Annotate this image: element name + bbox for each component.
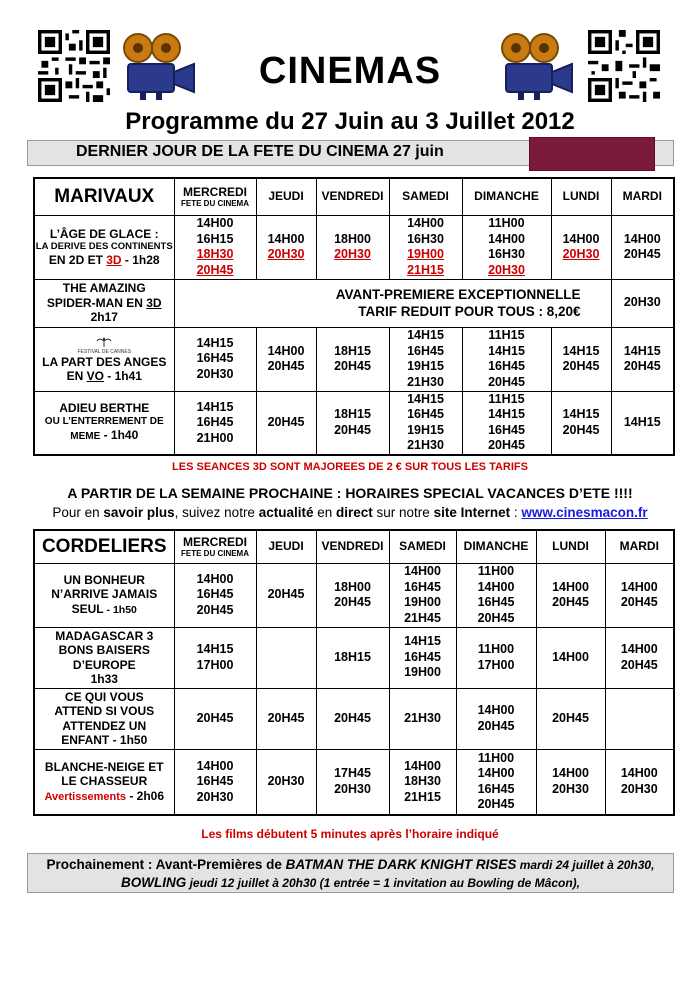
showtimes-cell: 11H15 14H15 16H45 20H45 (462, 391, 551, 455)
film-blanche-neige: BLANCHE-NEIGE ET LE CHASSEUR Avertissements - 2h06 (34, 749, 174, 815)
palm-icon (96, 337, 112, 347)
showtimes-cell: 20H30 (611, 279, 674, 327)
film-ce-qui-vous-attend: CE QUI VOUS ATTEND SI VOUS ATTENDEZ UN ENFANT - 1h50 (34, 688, 174, 749)
film-un-bonheur: UN BONHEUR N’ARRIVE JAMAIS SEUL - 1h50 (34, 563, 174, 627)
showtimes-cell: 14H00 16H45 19H00 21H45 (389, 563, 456, 627)
showtimes-cell: 18H15 20H45 (316, 327, 389, 391)
film-amazing-spider-man: THE AMAZING SPIDER-MAN EN 3D 2h17 (34, 279, 174, 327)
showtimes-cell-empty (256, 627, 316, 688)
showtimes-cell: 20H45 (256, 391, 316, 455)
showtimes-cell: 14H15 20H45 (551, 327, 611, 391)
showtimes-cell: 14H00 20H30 (536, 749, 605, 815)
day-header-vendredi: VENDREDI (316, 530, 389, 563)
day-header-lundi: LUNDI (551, 178, 611, 215)
day-header-vendredi: VENDREDI (316, 178, 389, 215)
showtimes-cell: 14H15 16H45 19H15 21H30 (389, 391, 462, 455)
film-madagascar-3: MADAGASCAR 3 BONS BAISERS D’EUROPE 1h33 (34, 627, 174, 688)
film-la-part-des-anges: FESTIVAL DE CANNES LA PART DES ANGES EN VO - 1h41 (34, 327, 174, 391)
showtimes-cell: 11H15 14H15 16H45 20H45 (462, 327, 551, 391)
film-adieu-berthe: ADIEU BERTHE OU L’ENTERREMENT DE MEME - 1h40 (34, 391, 174, 455)
showtimes-cell: 20H45 (174, 688, 256, 749)
showtimes-cell: 20H30 (256, 749, 316, 815)
showtimes-cell: 14H00 20H45 (611, 215, 674, 279)
day-header-dimanche: DIMANCHE (462, 178, 551, 215)
showtimes-cell: 14H00 (536, 627, 605, 688)
day-header-mardi: MARDI (611, 178, 674, 215)
start-time-note: Les films débutent 5 minutes après l’horaire indiqué (201, 827, 499, 841)
showtimes-cell: 21H30 (389, 688, 456, 749)
showtimes-cell: 11H00 14H00 16H45 20H45 (456, 563, 536, 627)
cordeliers-schedule-table (33, 529, 675, 816)
day-header-samedi: SAMEDI (389, 178, 462, 215)
marivaux-schedule-table (33, 177, 675, 456)
showtimes-cell: 14H15 (611, 391, 674, 455)
showtimes-cell: 18H00 20H30 (316, 215, 389, 279)
cinema-name-cordeliers: CORDELIERS (34, 530, 174, 563)
showtimes-cell: 14H00 20H45 (456, 688, 536, 749)
day-header-mercredi: MERCREDI FETE DU CINEMA (174, 178, 256, 215)
showtimes-cell: 14H00 20H45 (605, 627, 674, 688)
cinema-name-marivaux: MARIVAUX (34, 178, 174, 215)
film-age-de-glace: L’ÂGE DE GLACE : LA DERIVE DES CONTINENTS EN 2D ET 3D - 1h28 (34, 215, 174, 279)
festival-de-cannes-logo: FESTIVAL DE CANNES (35, 335, 174, 355)
showtimes-cell: 14H00 20H45 (605, 563, 674, 627)
showtimes-cell: 20H45 (256, 688, 316, 749)
day-header-dimanche: DIMANCHE (456, 530, 536, 563)
showtimes-cell: 14H00 16H45 20H30 (174, 749, 256, 815)
website-info-line: Pour en savoir plus, suivez notre actualité en direct sur notre site Internet : www.cinesmacon.fr (52, 505, 648, 520)
showtimes-cell: 14H15 20H45 (611, 327, 674, 391)
showtimes-cell: 14H00 20H30 (551, 215, 611, 279)
showtimes-cell-empty (605, 688, 674, 749)
showtimes-cell: 14H00 16H15 18H30 20H45 (174, 215, 256, 279)
showtimes-cell: 14H15 16H45 19H15 21H30 (389, 327, 462, 391)
showtimes-cell: 14H15 16H45 19H00 (389, 627, 456, 688)
fete-du-cinema-banner (27, 140, 674, 166)
showtimes-cell: 11H00 17H00 (456, 627, 536, 688)
day-header-mardi: MARDI (605, 530, 674, 563)
day-header-mercredi: MERCREDI FETE DU CINEMA (174, 530, 256, 563)
showtimes-cell: 14H00 16H45 20H45 (174, 563, 256, 627)
showtimes-cell: 14H00 20H30 (256, 215, 316, 279)
showtimes-cell: 18H15 (316, 627, 389, 688)
showtimes-cell: 14H15 17H00 (174, 627, 256, 688)
banner-text: DERNIER JOUR DE LA FETE DU CINEMA 27 juin (76, 143, 444, 160)
showtimes-cell: 18H15 20H45 (316, 391, 389, 455)
page-subtitle: Programme du 27 Juin au 3 Juillet 2012 (125, 108, 575, 135)
showtimes-cell: 11H00 14H00 16H45 20H45 (456, 749, 536, 815)
fete-du-cinema-poster-image (529, 137, 655, 171)
showtimes-cell: 11H00 14H00 16H30 20H30 (462, 215, 551, 279)
showtimes-cell: 18H00 20H45 (316, 563, 389, 627)
showtimes-cell: 14H00 20H45 (536, 563, 605, 627)
showtimes-cell: 14H00 20H30 (605, 749, 674, 815)
page-title: CINEMAS (258, 50, 442, 92)
showtimes-cell: 20H45 (536, 688, 605, 749)
showtimes-cell: 17H45 20H30 (316, 749, 389, 815)
showtimes-cell: 20H45 (316, 688, 389, 749)
website-link[interactable]: www.cinesmacon.fr (521, 505, 648, 520)
avant-premiere-cell: AVANT-PREMIERE EXCEPTIONNELLE TARIF REDUIT POUR TOUS : 8,20€ (174, 279, 611, 327)
day-header-jeudi: JEUDI (256, 178, 316, 215)
day-header-samedi: SAMEDI (389, 530, 456, 563)
showtimes-cell: 14H15 16H45 21H00 (174, 391, 256, 455)
showtimes-cell: 20H45 (256, 563, 316, 627)
summer-schedule-heading: A PARTIR DE LA SEMAINE PROCHAINE : HORAIRES SPECIAL VACANCES D’ETE !!!! (67, 485, 633, 501)
showtimes-cell: 14H00 16H30 19H00 21H15 (389, 215, 462, 279)
day-header-jeudi: JEUDI (256, 530, 316, 563)
showtimes-cell: 14H15 16H45 20H30 (174, 327, 256, 391)
showtimes-cell: 14H15 20H45 (551, 391, 611, 455)
3d-surcharge-note: LES SEANCES 3D SONT MAJOREES DE 2 € SUR TOUS LES TARIFS (172, 461, 528, 473)
showtimes-cell: 14H00 20H45 (256, 327, 316, 391)
upcoming-previews-box: Prochainement : Avant-Premières de BATMAN THE DARK KNIGHT RISES mardi 24 juillet à 20h30, BOWLING jeudi 12 juillet à 20h30 (1 entrée = 1 invitation au Bowling de Mâcon), (27, 853, 674, 893)
day-header-lundi: LUNDI (536, 530, 605, 563)
showtimes-cell: 14H00 18H30 21H15 (389, 749, 456, 815)
